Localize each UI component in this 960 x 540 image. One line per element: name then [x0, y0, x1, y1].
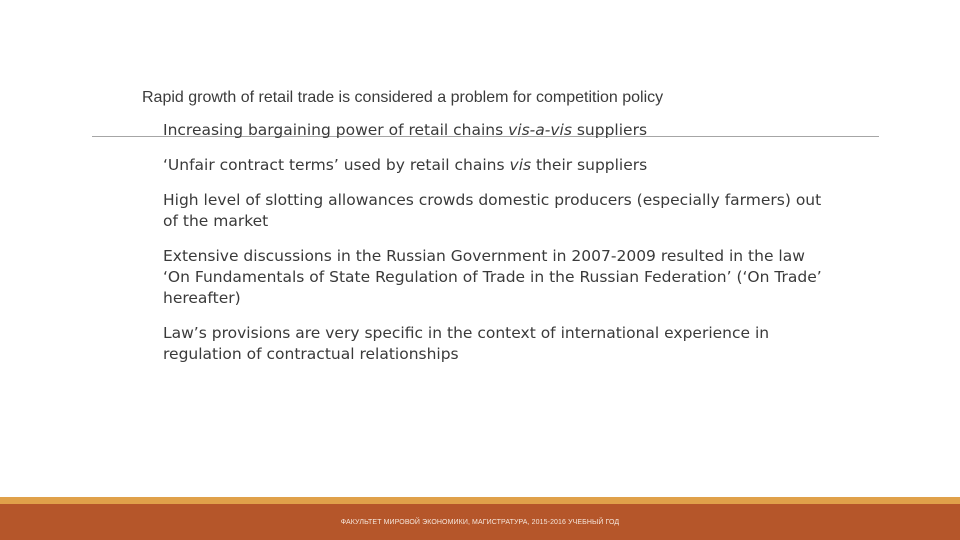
- bullet-item: [163, 323, 823, 365]
- slide-title: Rapid growth of retail trade is considered a problem for competition policy: [142, 89, 664, 106]
- footer-text: ФАКУЛЬТЕТ МИРОВОЙ ЭКОНОМИКИ, МАГИСТРАТУРА, 2015-2016 УЧЕБНЫЙ ГОД: [340, 519, 620, 526]
- bullet-text: suppliers: [571, 121, 648, 139]
- bullet-text-italic: vis-a-vis: [508, 121, 572, 139]
- bullet-item: [163, 190, 823, 232]
- bullet-item: [163, 155, 823, 176]
- bullet-text-italic: vis: [509, 156, 532, 174]
- bullet-item: [163, 246, 823, 309]
- bullet-text: Law’s provisions are very specific in the context of international experience in regulation of contractual relationships: [163, 324, 770, 363]
- bullet-text: High level of slotting allowances crowds domestic producers (especially farmers) out of the market: [163, 191, 822, 230]
- bullet-text: ‘Unfair contract terms’ used by retail chains: [163, 156, 510, 174]
- bullet-text: Extensive discussions in the Russian Government in 2007-2009 resulted in the law ‘On Fundamentals of State Regulation of Trade in the Russian Federation’ (‘On Trade’ hereafter): [163, 247, 822, 307]
- footer-accent-stripe: [0, 497, 960, 504]
- bullet-item: [163, 120, 823, 141]
- bullet-list: [163, 120, 823, 379]
- bullet-text: Increasing bargaining power of retail chains: [163, 121, 509, 139]
- bullet-text: their suppliers: [531, 156, 648, 174]
